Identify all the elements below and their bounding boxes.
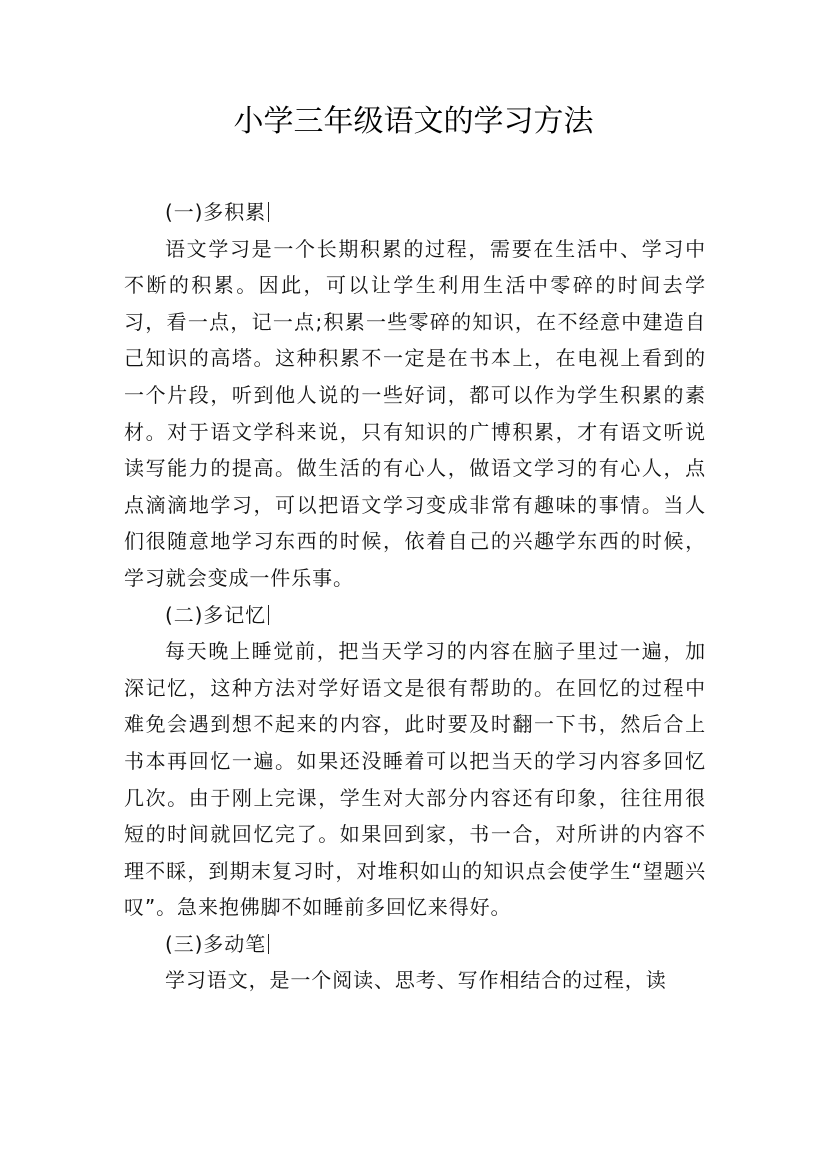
- section-heading-1: [124, 194, 706, 231]
- document-body: [124, 194, 706, 999]
- section-paragraph-3: 学习语文，是一个阅读、思考、写作相结合的过程，读: [165, 968, 667, 993]
- section-paragraph-2: 每天晚上睡觉前，把当天学习的内容在脑子里过一遍，加深记忆，这种方法对学好语文是很有帮助的。在回忆的过程中难免会遇到想不起来的内容，此时要及时翻一下书，然后合上书本再回忆一遍。如果还没睡着可以把当天的学习内容多回忆几次。由于刚上完课，学生对大部分内容还有印象，往往用很短的时间就回忆完了。如果回到家，书一合，对所讲的内容不理不睬，到期末复习时，对堆积如山的知识点会使学生“望题兴叹”。急来抱佛脚不如睡前多回忆来得好。: [124, 639, 706, 920]
- text-cursor: [268, 934, 269, 954]
- section-paragraph-1: 语文学习是一个长期积累的过程，需要在生活中、学习中不断的积累。因此，可以让学生利用生活中零碎的时间去学习，看一点，记一点;积累一些零碎的知识，在不经意中建造自己知识的高塔。这种积累不一定是在书本上，在电视上看到的一个片段，听到他人说的一些好词，都可以作为学生积累的素材。对于语文学科来说，只有知识的广博积累，才有语文听说读写能力的提高。做生活的有心人，做语文学习的有心人，点点滴滴地学习，可以把语文学习变成非常有趣味的事情。当人们很随意地学习东西的时候，依着自己的兴趣学东西的时候，学习就会变成一件乐事。: [124, 236, 706, 590]
- section-heading-3-text: (三)多动笔: [165, 931, 267, 956]
- section-heading-1-text: (一)多积累: [165, 200, 267, 224]
- section-heading-2: [124, 597, 706, 634]
- document-title: 小学三年级语文的学习方法: [233, 104, 594, 139]
- section-heading-2-text: (二)多记忆: [165, 602, 267, 627]
- text-cursor: [268, 605, 269, 625]
- section-heading-3: [124, 926, 706, 963]
- text-cursor: [268, 202, 269, 222]
